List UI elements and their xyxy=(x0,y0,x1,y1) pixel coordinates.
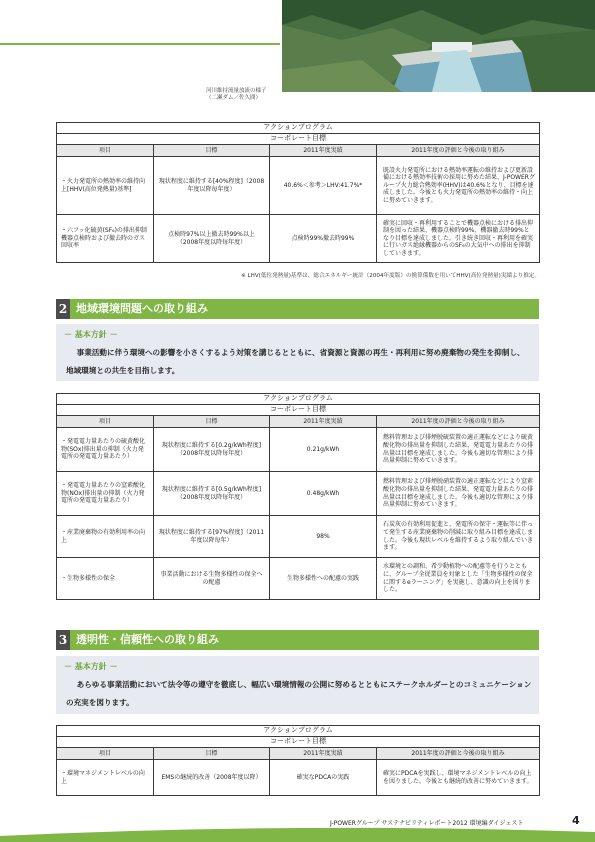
row-eval: 石炭灰の有効利用促進と、発電所の保守・運転等に伴って発生する産業廃棄物の削減に取り組み目標を達成しました。今後も現状レベルを維持するよう取り組んでいきます。 xyxy=(377,516,540,558)
row-item: ・六フッ化硫黄(SF₆)の排出抑制機器点検時および撤去時のガス回収率 xyxy=(57,215,154,263)
row-eval: 燃料管理および排煙脱硫装置の適正運転などにより硫黄酸化物の排出量を抑制した結果、発電電力量あたりの排出量は目標を達成しました。今後も適切な管理により排出量抑制に努めていきます。 xyxy=(377,428,540,472)
col-header-goal: 目標 xyxy=(154,145,270,157)
table-program-label: アクションプログラム xyxy=(57,726,540,737)
table-program-label: アクションプログラム xyxy=(57,394,540,405)
row-item: ・発電電力量あたりの硫黄酸化物(SOx)排出量の抑制（火力発電所の発電電力量あたり） xyxy=(57,428,154,472)
table-program-label: アクションプログラム xyxy=(57,123,540,134)
row-result: 点検時99%撤去時99% xyxy=(270,215,377,263)
dam-photo xyxy=(282,0,595,92)
row-goal: 点検時97%以上撤去時99%以上（2008年度以降毎年度） xyxy=(154,215,270,263)
col-header-goal: 目標 xyxy=(154,748,270,760)
col-header-goal: 目標 xyxy=(154,416,270,428)
table-row xyxy=(57,215,540,263)
table-row xyxy=(57,428,540,472)
photo-caption-line-1: 河川維持流量放流の様子 xyxy=(206,88,267,94)
row-goal: 現状程度に維持する[40%程度]（2008年度以降毎年度） xyxy=(154,157,270,215)
page-number: 4 xyxy=(572,814,580,827)
action-program-table-2 xyxy=(56,393,540,600)
col-header-item: 項目 xyxy=(57,145,154,157)
col-header-item: 項目 xyxy=(57,748,154,760)
section-2-policy xyxy=(56,324,539,381)
col-header-result: 2011年度実績 xyxy=(270,748,377,760)
section-number: 3 xyxy=(56,630,70,650)
row-item: ・発電電力量あたりの窒素酸化物(NOx)排出量の抑制（火力発電所の発電電力量あたり） xyxy=(57,472,154,516)
row-result: 生物多様性への配慮の実践 xyxy=(270,558,377,600)
row-eval: 確実に回収・再利用することで機器点検における排出抑制を図った結果、機器点検時99%、機器撤去時99%となり目標を達成しました。引き続き回収・再利用を確実に行いガス絶縁機器からのSF₆の大気中への排出を抑制していきます。 xyxy=(377,215,540,263)
row-eval: 既設火力発電所における熱効率運転の維持および更新設備における熱効率技術の採用に努めた結果、J-POWERグループ火力総合熱効率(HHV)は40.6%となり、目標を達成しました。今後とも火力発電所の熱効率の維持・向上に努めていきます。 xyxy=(377,157,540,215)
col-header-eval: 2011年度の評価と今後の取り組み xyxy=(377,416,540,428)
policy-text: 事業活動に伴う環境への影響を小さくするよう対策を講じるとともに、省資源と資源の再生・再利用に努め廃棄物の発生を抑制し、地域環境との共生を目指します。 xyxy=(66,348,525,375)
row-result: 0.21g/kWh xyxy=(270,428,377,472)
row-goal: 現状程度に維持する[97%程度]（2011年度以降毎年） xyxy=(154,516,270,558)
table-corporate-label: コーポレート目標 xyxy=(57,405,540,416)
table-row xyxy=(57,157,540,215)
photo-caption-line-2: （二瀬ダム／佐久間） xyxy=(206,95,262,101)
row-item: ・生物多様性の保全 xyxy=(57,558,154,600)
row-goal: 事業活動における生物多様性の保全への配慮 xyxy=(154,558,270,600)
footer-report-title: J-POWERグループ サステナビリティレポート2012 環境編ダイジェスト xyxy=(330,820,524,827)
policy-label: － 基本方針 － xyxy=(64,330,118,339)
photo-caption xyxy=(206,88,286,102)
col-header-eval: 2011年度の評価と今後の取り組み xyxy=(377,145,540,157)
section-title: 地域環境問題への取り組み xyxy=(76,302,208,315)
row-result: 98% xyxy=(270,516,377,558)
row-result: 確実なPDCAの実践 xyxy=(270,760,377,796)
row-eval: 確実にPDCAを実践し、環境マネジメントレベルの向上を図りました。今後とも継続的改善に努めていきます。 xyxy=(377,760,540,796)
section-number: 2 xyxy=(56,299,70,319)
row-goal: EMSの継続的改善（2008年度以降） xyxy=(154,760,270,796)
row-eval: 燃料管理および排煙脱硝装置の適正運転などにより窒素酸化物の排出量を抑制した結果、発電電力量あたりの排出量は目標を達成しました。今後も適切な管理により排出量抑制に努めていきます。 xyxy=(377,472,540,516)
lhv-footnote: ※ LHV(低位発熱量)基準は、総合エネルギー統計（2004年度版）の換算係数を用いてHHV(高位発熱量)実績より推定。 xyxy=(241,273,540,279)
row-result: 0.48g/kWh xyxy=(270,472,377,516)
policy-label: － 基本方針 － xyxy=(64,662,118,671)
top-rule xyxy=(0,43,280,45)
table-corporate-label: コーポレート目標 xyxy=(57,737,540,748)
table-row xyxy=(57,760,540,796)
row-goal: 現状程度に維持する[0.5g/kWh程度]（2008年度以降毎年度） xyxy=(154,472,270,516)
row-eval: 水環境との調和、希少動植物への配慮等を行うとともに、グループ全従業員を対象とした「生物多様性の保全に関するeラーニング」を実施し、意識の向上を図りました。 xyxy=(377,558,540,600)
table-row xyxy=(57,558,540,600)
col-header-item: 項目 xyxy=(57,416,154,428)
section-3-heading xyxy=(56,630,539,650)
table-corporate-label: コーポレート目標 xyxy=(57,134,540,145)
col-header-result: 2011年度実績 xyxy=(270,145,377,157)
section-title: 透明性・信頼性への取り組み xyxy=(76,633,219,646)
table-row xyxy=(57,516,540,558)
col-header-result: 2011年度実績 xyxy=(270,416,377,428)
policy-text: あらゆる事業活動において法令等の遵守を徹底し、幅広い環境情報の公開に努めるとともにステークホルダーとのコミュニケーションの充実を図ります。 xyxy=(66,680,532,707)
footer-green-band xyxy=(0,826,595,842)
col-header-eval: 2011年度の評価と今後の取り組み xyxy=(377,748,540,760)
table-row xyxy=(57,472,540,516)
section-2-heading xyxy=(56,299,539,319)
row-result: 40.6%＜参考＞LHV:41.7%* xyxy=(270,157,377,215)
row-item: ・火力発電所の熱効率の維持向上[HHV(高位発熱量)基準] xyxy=(57,157,154,215)
section-3-policy xyxy=(56,656,539,714)
row-item: ・産業廃棄物の有効利用率の向上 xyxy=(57,516,154,558)
action-program-table-3 xyxy=(56,725,540,796)
row-item: ・環境マネジメントレベルの向上 xyxy=(57,760,154,796)
action-program-table-1 xyxy=(56,122,540,263)
row-goal: 現状程度に維持する[0.2g/kWh程度]（2008年度以降毎年度） xyxy=(154,428,270,472)
